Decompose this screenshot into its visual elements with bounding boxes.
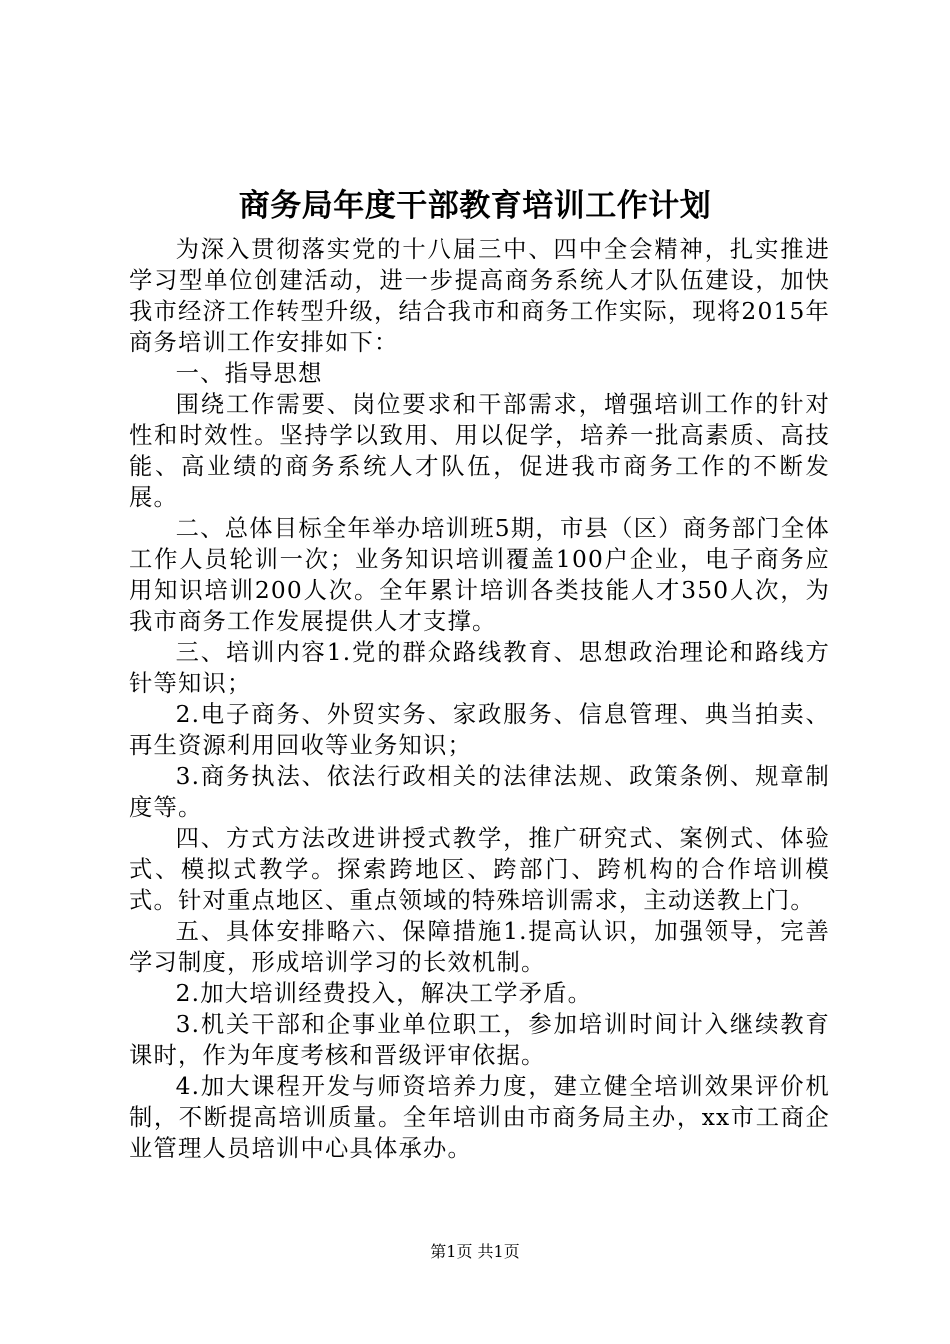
paragraph-safeguards-3: 3.机关干部和企事业单位职工，参加培训时间计入继续教育课时，作为年度考核和晋级评审依据。 xyxy=(129,1011,830,1069)
heading-guiding-ideology: 一、指导思想 xyxy=(175,360,323,387)
document-title: 商务局年度干部教育培训工作计划 xyxy=(238,188,712,224)
paragraph-training-content-1: 三、培训内容1.党的群众路线教育、思想政治理论和路线方针等知识； xyxy=(129,639,830,697)
paragraph-training-content-3: 3.商务执法、依法行政相关的法律法规、政策条例、规章制度等。 xyxy=(129,763,830,821)
paragraph-guiding-ideology: 围绕工作需要、岗位要求和干部需求，增强培训工作的针对性和时效性。坚持学以致用、用以促学，培养一批高素质、高技能、高业绩的商务系统人才队伍，促进我市商务工作的不断发展。 xyxy=(129,391,830,511)
paragraph-safeguards-1: 五、具体安排略六、保障措施1.提高认识，加强领导，完善学习制度，形成培训学习的长效机制。 xyxy=(129,918,830,976)
document-body xyxy=(129,234,830,1164)
paragraph-safeguards-4: 4.加大课程开发与师资培养力度，建立健全培训效果评价机制，不断提高培训质量。全年培训由市商务局主办，xx市工商企业管理人员培训中心具体承办。 xyxy=(129,1073,830,1162)
page-footer: 第1页 共1页 xyxy=(430,1242,520,1261)
paragraph-overall-goals: 二、总体目标全年举办培训班5期，市县（区）商务部门全体工作人员轮训一次；业务知识培训覆盖100户企业，电子商务应用知识培训200人次。全年累计培训各类技能人才350人次，为我市商务工作发展提供人才支撑。 xyxy=(129,515,830,635)
paragraph-safeguards-2: 2.加大培训经费投入，解决工学矛盾。 xyxy=(175,980,593,1007)
paragraph-intro: 为深入贯彻落实党的十八届三中、四中全会精神，扎实推进学习型单位创建活动，进一步提高商务系统人才队伍建设，加快我市经济工作转型升级，结合我市和商务工作实际，现将2015年商务培训工作安排如下： xyxy=(129,236,831,356)
paragraph-methods: 四、方式方法改进讲授式教学，推广研究式、案例式、体验式、模拟式教学。探索跨地区、跨部门、跨机构的合作培训模式。针对重点地区、重点领域的特殊培训需求，主动送教上门。 xyxy=(129,825,830,914)
paragraph-training-content-2: 2.电子商务、外贸实务、家政服务、信息管理、典当拍卖、再生资源利用回收等业务知识； xyxy=(129,701,830,759)
